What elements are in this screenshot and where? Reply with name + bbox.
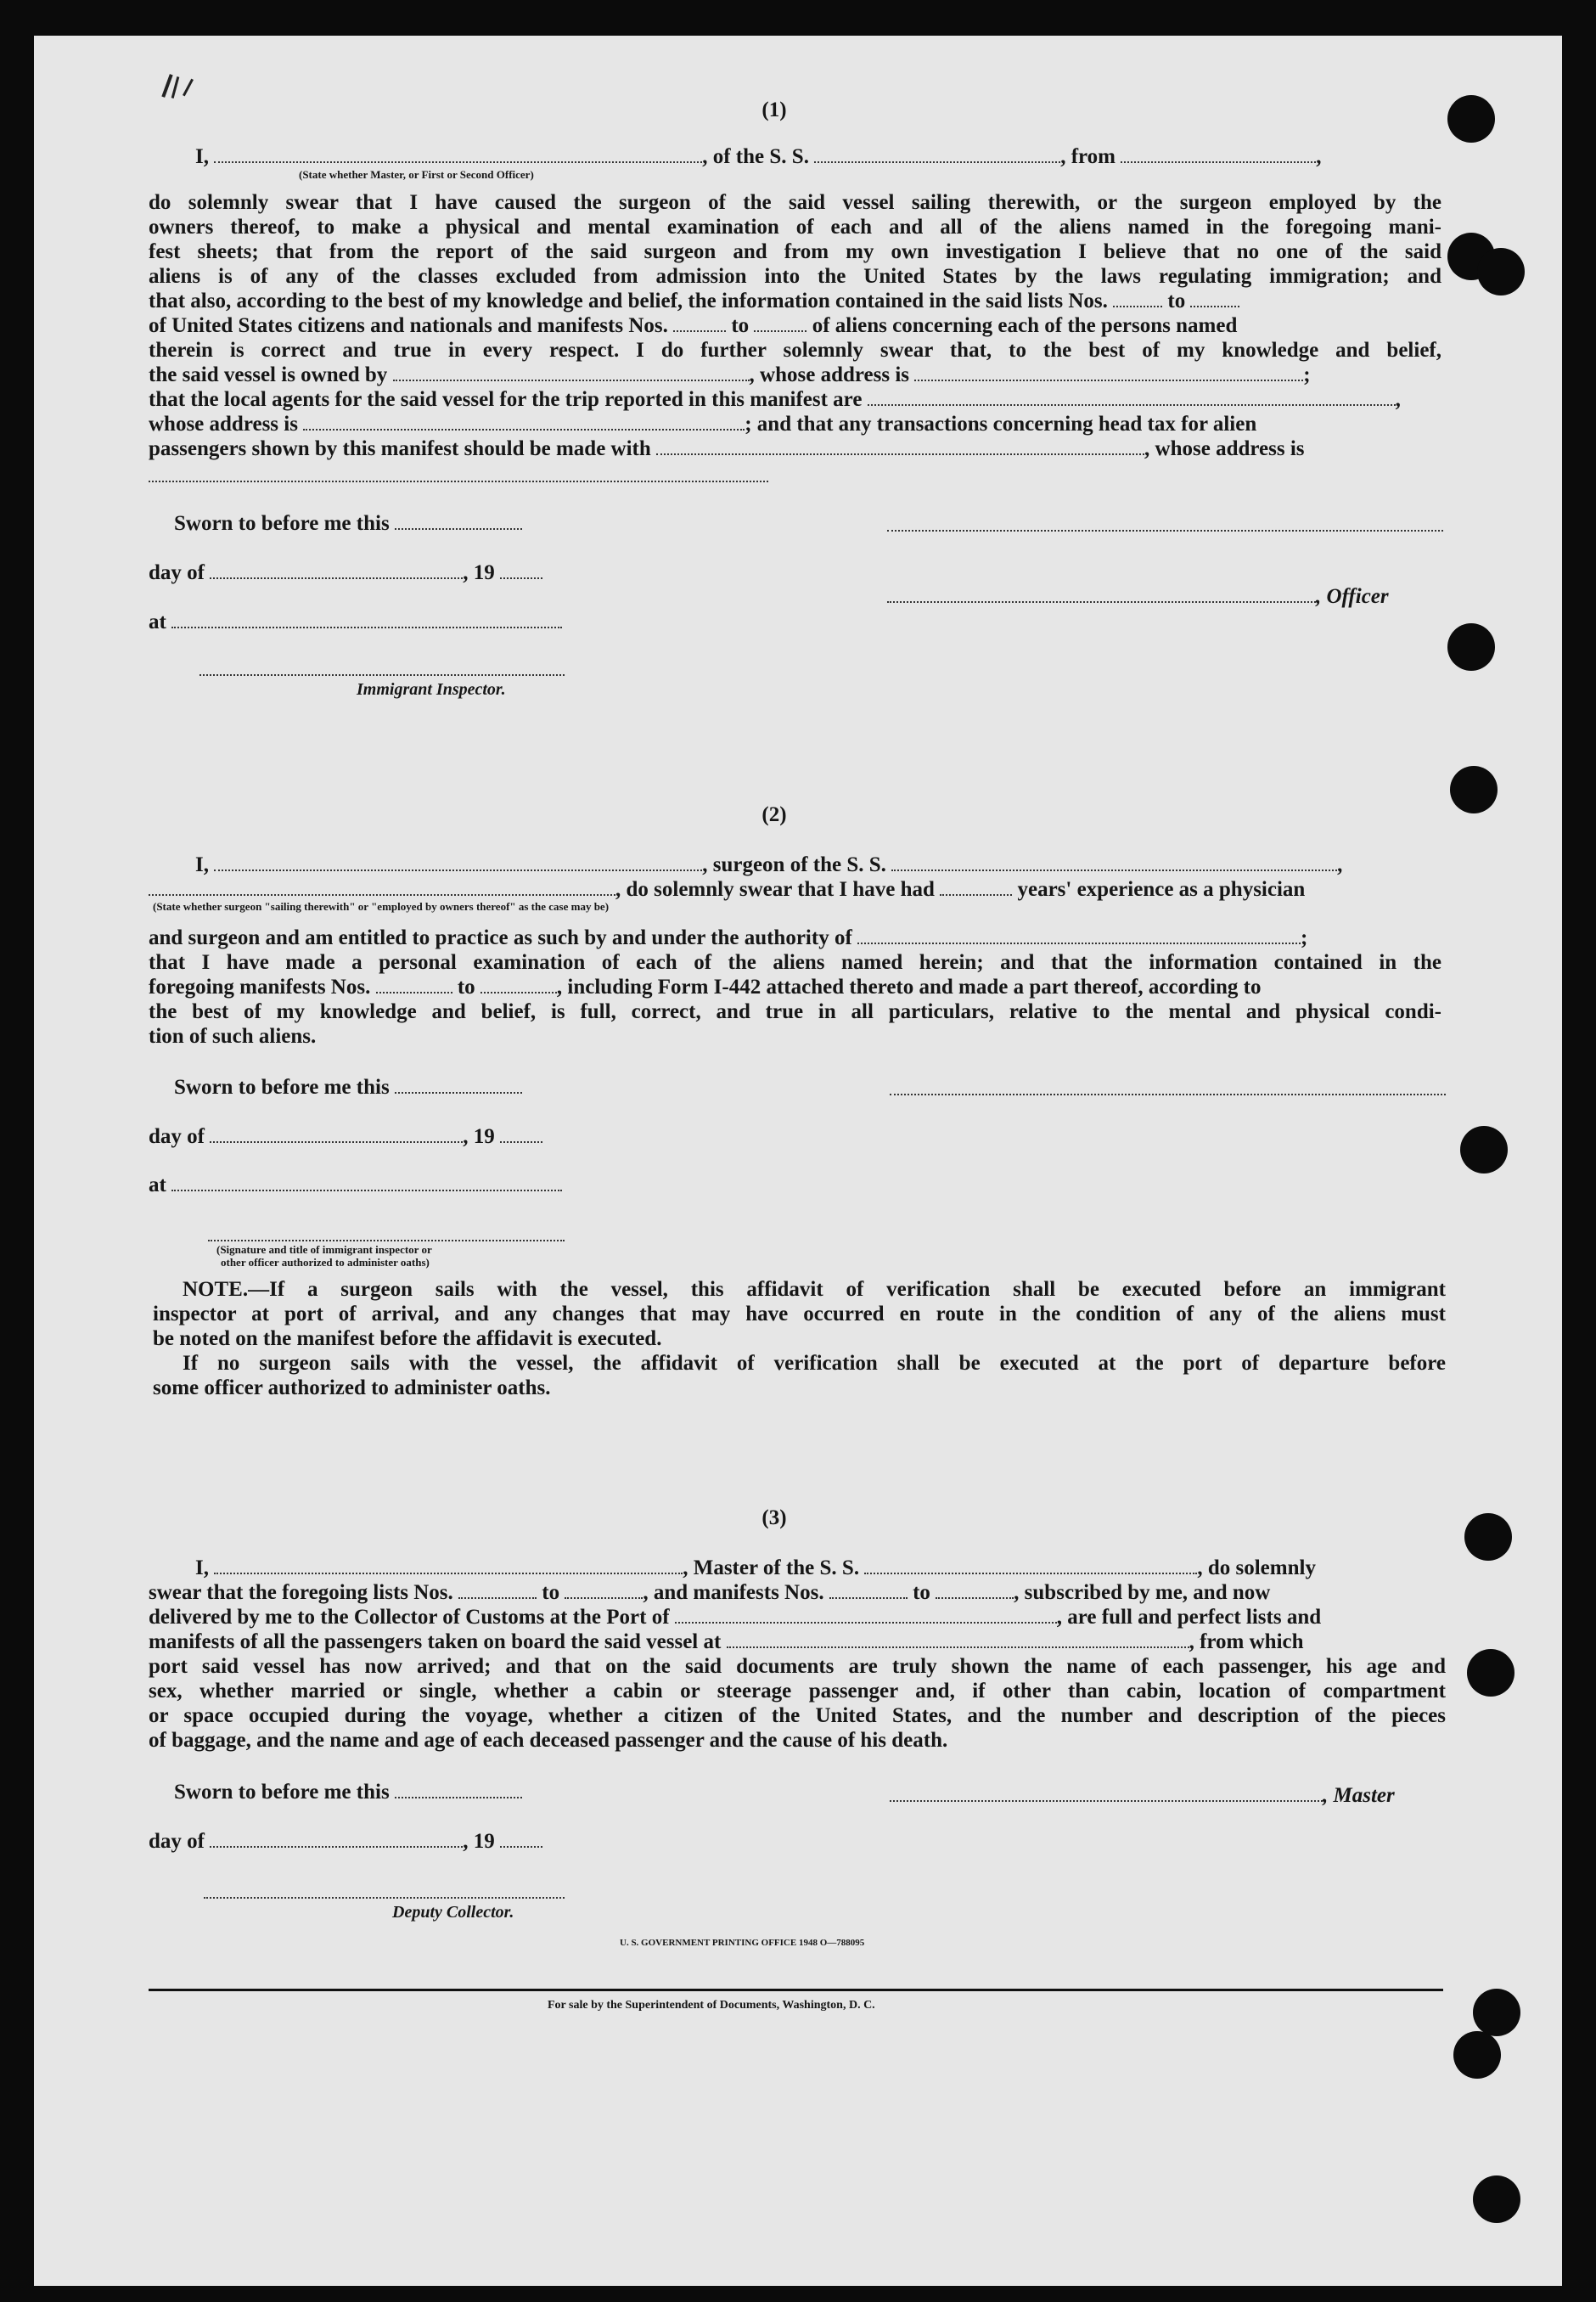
port-field[interactable] xyxy=(675,1607,1057,1624)
local-agents-field[interactable] xyxy=(868,389,1396,406)
s2-note-line: be noted on the manifest before the affidavit is executed. xyxy=(153,1327,662,1350)
s1-para-line: owners thereof, to make a physical and mental examination of each and all of the aliens named in the foregoing mani- xyxy=(149,216,1441,239)
s3-para-line: of baggage, and the name and age of each deceased passenger and the cause of his death. xyxy=(149,1729,948,1752)
section-1-number: (1) xyxy=(761,98,787,121)
address-continuation-field[interactable] xyxy=(149,481,768,482)
s1-para-line: fest sheets; that from the report of the said surgeon and from my own investigation I believe that no one of the said xyxy=(149,240,1441,263)
s3-list-from-field[interactable] xyxy=(458,1582,537,1599)
s1-para-line: do solemnly swear that I have caused the surgeon of the said vessel sailing therewith, or the surgeon employed by the xyxy=(149,191,1441,214)
from-port-field[interactable] xyxy=(1121,146,1316,163)
s2-note-line: NOTE.—If a surgeon sails with the vessel, this affidavit of verification shall be executed before an immigrant xyxy=(183,1278,1446,1301)
s1-at: at xyxy=(149,610,562,634)
place-field[interactable] xyxy=(171,611,562,628)
binder-hole-icon xyxy=(1447,623,1495,671)
binder-hole-icon xyxy=(1467,1649,1515,1697)
s2-para-line: and surgeon and am entitled to practice as such by and under the authority of ; xyxy=(149,926,1308,949)
s3-year-field[interactable] xyxy=(500,1831,542,1848)
handwritten-mark xyxy=(171,76,180,98)
s1-para-line: that the local agents for the said vessel for the trip reported in this manifest are , xyxy=(149,388,1401,411)
footer-rule xyxy=(149,1989,1443,1991)
embark-port-field[interactable] xyxy=(727,1631,1189,1648)
section-3-number: (3) xyxy=(761,1506,787,1529)
s2-vessel-field[interactable] xyxy=(891,854,1337,871)
binder-hole-icon xyxy=(1453,2031,1501,2079)
s1-officer: , Officer xyxy=(887,584,1389,609)
binder-hole-icon xyxy=(1464,1513,1512,1561)
surgeon-name-field[interactable] xyxy=(214,854,702,871)
binder-hole-icon xyxy=(1450,766,1498,813)
s2-caption: (State whether surgeon "sailing therewith" or "employed by owners thereof" as the case may be) xyxy=(153,900,610,913)
s3-vessel-field[interactable] xyxy=(864,1557,1197,1574)
s2-line-2: , do solemnly swear that I have had years' experience as a physician xyxy=(149,877,1305,902)
s1-para-line: aliens is of any of the classes excluded from admission into the United States by the laws regulating immigration; and xyxy=(149,265,1441,288)
s1-caption: (State whether Master, or First or Second Officer) xyxy=(299,168,534,181)
s3-master-signature-field[interactable] xyxy=(890,1785,1323,1802)
sworn-date-field[interactable] xyxy=(395,513,522,530)
manifest-to-field[interactable] xyxy=(754,315,806,332)
owner-field[interactable] xyxy=(393,364,750,381)
owner-address-field[interactable] xyxy=(914,364,1303,381)
officer-signature-field[interactable] xyxy=(887,586,1316,603)
s3-sworn-date-field[interactable] xyxy=(395,1781,522,1798)
agents-address-field[interactable] xyxy=(303,414,745,431)
s2-sworn-date-field[interactable] xyxy=(395,1077,522,1094)
s2-sig-caption-2: other officer authorized to administer oaths) xyxy=(221,1256,430,1269)
s2-para-line: that I have made a personal examination of each of the aliens named herein; and that the information contained in the xyxy=(149,951,1441,974)
s3-master-name-field[interactable] xyxy=(214,1557,683,1574)
printing-office-note: U. S. GOVERNMENT PRINTING OFFICE 1948 O—788095 xyxy=(620,1938,865,1948)
binder-hole-icon xyxy=(1460,1126,1508,1174)
s3-deputy: Deputy Collector. xyxy=(392,1903,514,1922)
s2-sworn: Sworn to before me this xyxy=(174,1075,522,1100)
s2-manifest-to-field[interactable] xyxy=(480,977,557,993)
s2-inspector-signature-field[interactable] xyxy=(208,1240,565,1241)
years-experience-field[interactable] xyxy=(940,879,1012,896)
handwritten-mark xyxy=(183,79,194,97)
s2-sig-caption-1: (Signature and title of immigrant inspector or xyxy=(216,1243,432,1256)
s3-para-line: port said vessel has now arrived; and that on the said documents are truly shown the name of each passenger, his age and xyxy=(149,1655,1446,1678)
s2-note-line: If no surgeon sails with the vessel, the affidavit of verification shall be executed at the port of departure before xyxy=(183,1352,1446,1375)
s2-manifest-from-field[interactable] xyxy=(376,977,452,993)
inspector-signature-field[interactable] xyxy=(200,674,565,676)
s2-year-field[interactable] xyxy=(500,1126,542,1143)
binder-hole-icon xyxy=(1473,1989,1520,2036)
binder-hole-icon xyxy=(1473,2175,1520,2223)
s2-para-line: the best of my knowledge and belief, is full, correct, and true in all particulars, relative to the mental and physical condi- xyxy=(149,1000,1441,1023)
s3-manifest-to-field[interactable] xyxy=(936,1582,1014,1599)
surgeon-status-field[interactable] xyxy=(149,879,615,896)
s3-manifest-from-field[interactable] xyxy=(829,1582,908,1599)
s2-at: at xyxy=(149,1173,562,1197)
s2-para-line: foregoing manifests Nos. to , including Form I-442 attached thereto and made a part thereof, according to xyxy=(149,976,1262,999)
s3-sworn: Sworn to before me this xyxy=(174,1780,522,1804)
vessel-name-field[interactable] xyxy=(814,146,1060,163)
s1-para-line: the said vessel is owned by , whose address is ; xyxy=(149,363,1311,386)
s3-master: , Master xyxy=(890,1783,1395,1808)
year-field[interactable] xyxy=(500,562,542,579)
section-2-number: (2) xyxy=(761,803,787,826)
s1-para-line: therein is correct and true in every respect. I do further solemnly swear that, to the best of my knowledge and belief, xyxy=(149,339,1441,362)
s3-para-line: manifests of all the passengers taken on board the said vessel at , from which xyxy=(149,1630,1304,1653)
s3-para-line: delivered by me to the Collector of Customs at the Port of , are full and perfect lists and xyxy=(149,1606,1322,1629)
authority-field[interactable] xyxy=(857,927,1301,944)
s3-day: day of , 19 xyxy=(149,1829,542,1854)
head-tax-contact-field[interactable] xyxy=(656,438,1144,455)
day-month-field[interactable] xyxy=(210,562,463,579)
s3-para-line: or space occupied during the voyage, whether a citizen of the United States, and the number and description of the pieces xyxy=(149,1704,1446,1727)
s3-list-to-field[interactable] xyxy=(565,1582,643,1599)
s2-note-line: inspector at port of arrival, and any changes that may have occurred en route in the condition of any of the aliens must xyxy=(153,1303,1446,1325)
s1-para-line: of United States citizens and nationals and manifests Nos. to of aliens concerning each of the persons named xyxy=(149,314,1238,337)
s1-day: day of , 19 xyxy=(149,560,542,585)
s1-line-1: I, , of the S. S. , from , xyxy=(195,145,1322,168)
master-signature-field[interactable] xyxy=(887,530,1443,532)
list-to-field[interactable] xyxy=(1190,290,1239,307)
s3-para-line: swear that the foregoing lists Nos. to , and manifests Nos. to , subscribed by me, and now xyxy=(149,1581,1271,1604)
s3-day-month-field[interactable] xyxy=(210,1831,463,1848)
surgeon-signature-field[interactable] xyxy=(890,1094,1446,1095)
form-page xyxy=(34,36,1562,2286)
s1-inspector: Immigrant Inspector. xyxy=(357,680,506,699)
s1-para-line: that also, according to the best of my knowledge and belief, the information contained in the said lists Nos. to xyxy=(149,289,1239,313)
manifest-from-field[interactable] xyxy=(673,315,726,332)
s2-day-month-field[interactable] xyxy=(210,1126,463,1143)
master-name-field[interactable] xyxy=(214,146,702,163)
binder-hole-icon xyxy=(1447,95,1495,143)
sale-note: For sale by the Superintendent of Documents, Washington, D. C. xyxy=(548,1999,875,2012)
s3-line-1: I, , Master of the S. S. , do solemnly xyxy=(195,1556,1316,1579)
s3-para-line: sex, whether married or single, whether a cabin or steerage passenger and, if other than cabin, location of compartment xyxy=(149,1680,1446,1703)
s2-day: day of , 19 xyxy=(149,1124,542,1149)
s2-line-1: I, , surgeon of the S. S. , xyxy=(195,853,1343,876)
s2-place-field[interactable] xyxy=(171,1174,562,1191)
deputy-signature-field[interactable] xyxy=(204,1897,565,1899)
s1-para-line: passengers shown by this manifest should be made with , whose address is xyxy=(149,437,1305,460)
s1-para-line: whose address is ; and that any transactions concerning head tax for alien xyxy=(149,413,1257,436)
binder-hole-icon xyxy=(1477,248,1525,295)
s1-sworn: Sworn to before me this xyxy=(174,511,522,536)
s2-para-line: tion of such aliens. xyxy=(149,1025,317,1048)
list-from-field[interactable] xyxy=(1113,290,1162,307)
s2-note-line: some officer authorized to administer oaths. xyxy=(153,1376,551,1399)
